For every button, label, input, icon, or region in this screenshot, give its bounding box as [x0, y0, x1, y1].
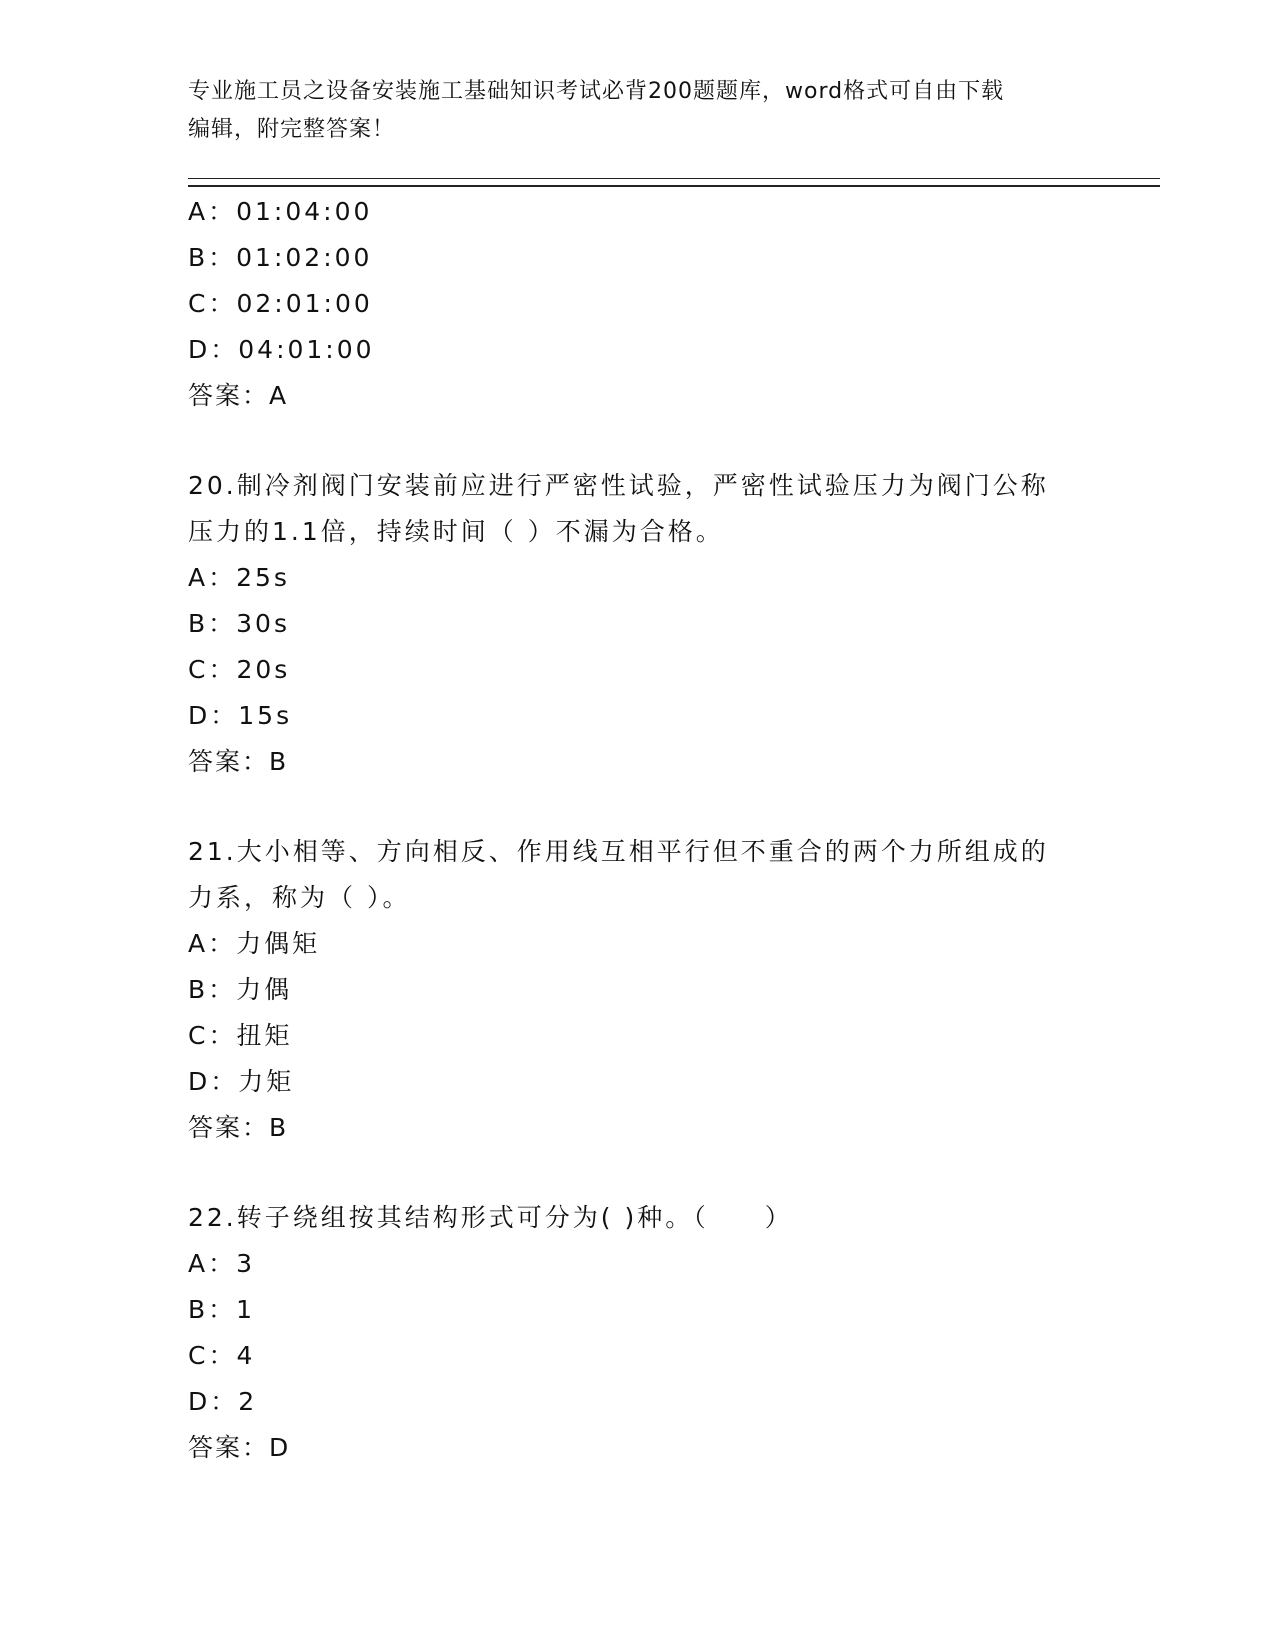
answer-line: 答案：D [188, 1433, 291, 1462]
question-stem [188, 1195, 1088, 1241]
option-b [188, 235, 1088, 281]
option-text: 1 [236, 1295, 256, 1324]
option-c [188, 1333, 1088, 1379]
option-text: 4 [236, 1341, 256, 1370]
option-key: A： [188, 197, 237, 226]
option-d [188, 1059, 1088, 1105]
question-stem-line: 20.制冷剂阀门安装前应进行严密性试验，严密性试验压力为阀门公称 [188, 471, 1049, 500]
option-a [188, 1241, 1088, 1287]
option-b [188, 967, 1088, 1013]
question-stem-line: 压力的1.1倍，持续时间（ ）不漏为合格。 [188, 517, 724, 546]
option-key: A： [188, 929, 237, 958]
option-text: 04:01:00 [238, 335, 375, 364]
option-key: B： [188, 1295, 237, 1324]
option-text: 15s [238, 701, 293, 730]
option-text: 3 [236, 1249, 256, 1278]
option-d [188, 693, 1088, 739]
option-key: B： [188, 243, 237, 272]
header-title-line-2: 编辑，附完整答案！ [188, 117, 396, 142]
option-a [188, 921, 1088, 967]
spacer [188, 1151, 1088, 1195]
option-d [188, 1379, 1088, 1425]
spacer [188, 419, 1088, 463]
option-c [188, 647, 1088, 693]
option-b [188, 1287, 1088, 1333]
option-key: B： [188, 609, 237, 638]
answer-line: 答案：B [188, 747, 289, 776]
question-22-block [188, 1195, 1088, 1471]
option-text: 02:01:00 [236, 289, 373, 318]
option-key: C： [188, 1341, 237, 1370]
option-d [188, 327, 1088, 373]
header-divider [188, 178, 1160, 187]
spacer [188, 785, 1088, 829]
option-b [188, 601, 1088, 647]
option-key: A： [188, 563, 237, 592]
question-19-block [188, 189, 1088, 419]
option-key: B： [188, 975, 237, 1004]
question-stem-line: 22.转子绕组按其结构形式可分为( )种。（ ） [188, 1203, 793, 1232]
option-text: 25s [236, 563, 290, 592]
header-title-line-1: 专业施工员之设备安装施工基础知识考试必背200题题库，word格式可自由下载 [188, 79, 1005, 104]
question-stem [188, 829, 1088, 921]
option-key: D： [188, 1067, 239, 1096]
option-text: 30s [236, 609, 290, 638]
option-key: C： [188, 1021, 237, 1050]
option-key: D： [188, 335, 239, 364]
document-body [188, 189, 1088, 1471]
question-stem-line: 21.大小相等、方向相反、作用线互相平行但不重合的两个力所组成的 [188, 837, 1049, 866]
question-stem-line: 力系，称为（ ）。 [188, 883, 411, 912]
option-c [188, 1013, 1088, 1059]
option-key: A： [188, 1249, 237, 1278]
option-text: 力偶 [236, 975, 293, 1004]
question-20-block [188, 463, 1088, 785]
page-header [188, 73, 1088, 149]
option-text: 01:02:00 [236, 243, 373, 272]
option-c [188, 281, 1088, 327]
option-key: D： [188, 1387, 239, 1416]
question-21-block [188, 829, 1088, 1151]
question-stem [188, 463, 1088, 555]
option-key: C： [188, 289, 237, 318]
option-a [188, 189, 1088, 235]
option-a [188, 555, 1088, 601]
option-text: 2 [238, 1387, 258, 1416]
option-text: 力偶矩 [236, 929, 321, 958]
option-key: C： [188, 655, 237, 684]
option-text: 力矩 [238, 1067, 295, 1096]
answer-line: 答案：A [188, 381, 289, 410]
option-key: D： [188, 701, 239, 730]
option-text: 20s [236, 655, 291, 684]
option-text: 扭矩 [236, 1021, 293, 1050]
option-text: 01:04:00 [236, 197, 373, 226]
answer-line: 答案：B [188, 1113, 289, 1142]
